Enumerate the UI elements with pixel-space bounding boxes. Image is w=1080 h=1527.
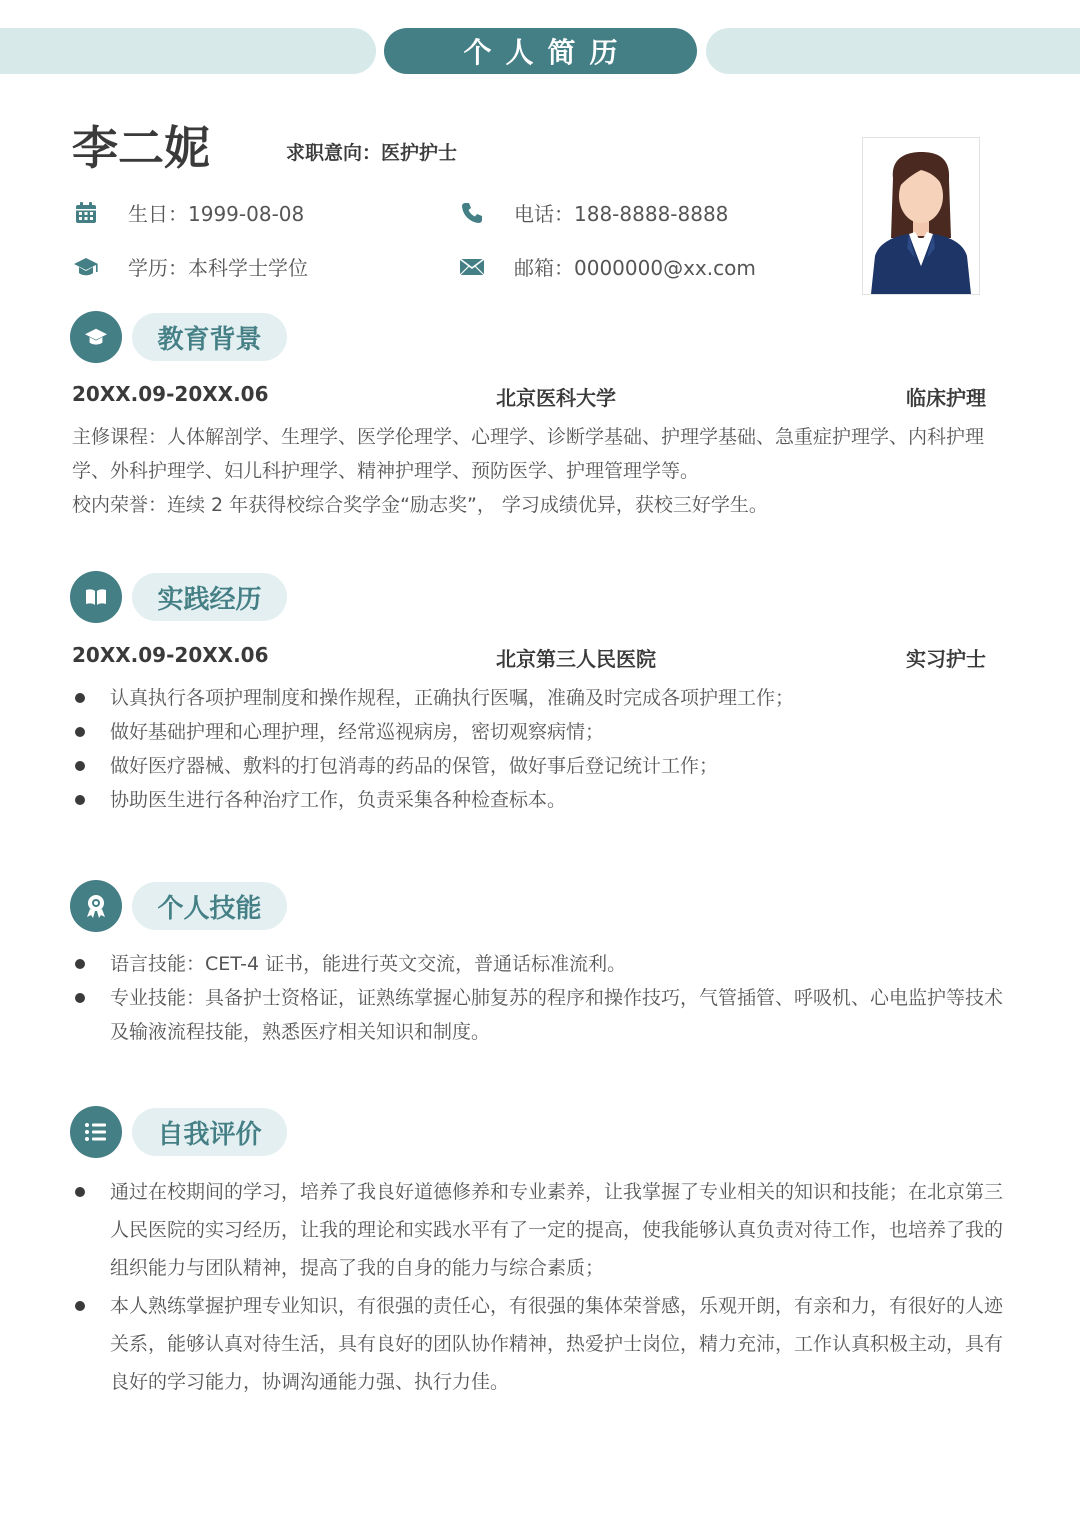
list-item: 做好医疗器械、敷料的打包消毒的药品的保管，做好事后登记统计工作； bbox=[72, 749, 1012, 783]
education-major: 临床护理 bbox=[906, 386, 986, 410]
education-honors: 校内荣誉：连续 2 年获得校综合奖学金“励志奖”， 学习成绩优异，获校三好学生。 bbox=[72, 494, 768, 516]
header-band-left bbox=[0, 28, 376, 74]
email-text: 邮箱：0000000@xx.com bbox=[514, 256, 756, 280]
graduation-cap-icon bbox=[72, 253, 100, 281]
list-item: 认真执行各项护理制度和操作规程，正确执行医嘱，准确及时完成各项护理工作； bbox=[72, 681, 1012, 715]
education-text: 学历：本科学士学位 bbox=[128, 256, 308, 280]
graduation-cap-icon bbox=[70, 311, 122, 363]
calendar-icon bbox=[72, 199, 100, 227]
list-item: 做好基础护理和心理护理，经常巡视病房，密切观察病情； bbox=[72, 715, 1012, 749]
candidate-name: 李二妮 bbox=[72, 121, 210, 175]
list-item: 本人熟练掌握护理专业知识，有很强的责任心，有很强的集体荣誉感，乐观开朗，有亲和力，有很好的人迹关系，能够认真对待生活，具有良好的团队协作精神，热爱护士岗位，精力充沛，工作认真积极主动，具有良好的学习能力，协调沟通能力强、执行力佳。 bbox=[72, 1287, 1012, 1401]
education-row bbox=[72, 252, 308, 281]
skills-list bbox=[72, 947, 1012, 1049]
phone-row bbox=[458, 198, 728, 227]
practice-date: 20XX.09-20XX.06 bbox=[72, 643, 269, 667]
education-school: 北京医科大学 bbox=[496, 386, 616, 410]
resume-title: 个人简历 bbox=[384, 28, 697, 74]
self-eval-list bbox=[72, 1173, 1012, 1401]
mail-icon bbox=[458, 253, 486, 281]
list-item: 协助医生进行各种治疗工作，负责采集各种检查标本。 bbox=[72, 783, 1012, 817]
list-item: 语言技能：CET-4 证书，能进行英文交流，普通话标准流利。 bbox=[72, 947, 1012, 981]
education-date: 20XX.09-20XX.06 bbox=[72, 382, 269, 406]
book-icon bbox=[70, 571, 122, 623]
section-title: 教育背景 bbox=[132, 313, 287, 361]
practice-list bbox=[72, 681, 1012, 817]
section-title: 自我评价 bbox=[132, 1108, 287, 1156]
award-icon bbox=[70, 880, 122, 932]
job-intent: 求职意向：医护护士 bbox=[286, 142, 458, 164]
list-item: 通过在校期间的学习，培养了我良好道德修养和专业素养，让我掌握了专业相关的知识和技能；在北京第三人民医院的实习经历，让我的理论和实践水平有了一定的提高，使我能够认真负责对待工作，也培养了我的组织能力与团队精神，提高了我的自身的能力与综合素质； bbox=[72, 1173, 1012, 1287]
email-row bbox=[458, 252, 756, 281]
practice-entry bbox=[72, 643, 1002, 673]
education-courses: 主修课程：人体解剖学、生理学、医学伦理学、心理学、诊断学基础、护理学基础、急重症护理学、内科护理学、外科护理学、妇儿科护理学、精神护理学、预防医学、护理管理学等。 bbox=[72, 426, 985, 482]
section-title: 个人技能 bbox=[132, 882, 287, 930]
list-item: 专业技能：具备护士资格证，证熟练掌握心肺复苏的程序和操作技巧，气管插管、呼吸机、心电监护等技术及输液流程技能，熟悉医疗相关知识和制度。 bbox=[72, 981, 1012, 1049]
phone-icon bbox=[458, 199, 486, 227]
education-entry bbox=[72, 382, 1002, 412]
practice-hospital: 北京第三人民医院 bbox=[496, 647, 656, 671]
header-band-right bbox=[706, 28, 1080, 74]
education-details bbox=[72, 420, 1012, 522]
list-icon bbox=[70, 1106, 122, 1158]
birthday-row bbox=[72, 198, 304, 227]
birthday-text: 生日：1999-08-08 bbox=[128, 202, 305, 226]
profile-photo bbox=[862, 137, 980, 295]
section-title: 实践经历 bbox=[132, 573, 287, 621]
phone-text: 电话：188-8888-8888 bbox=[514, 202, 729, 226]
practice-role: 实习护士 bbox=[906, 647, 986, 671]
